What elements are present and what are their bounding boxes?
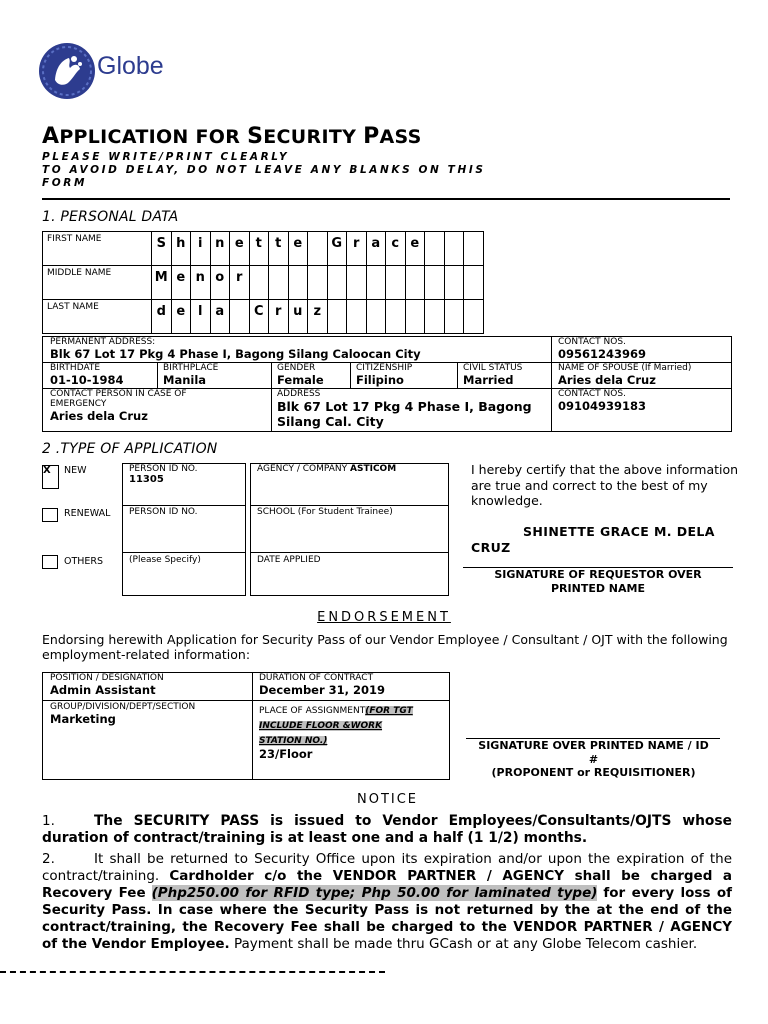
middle-name-label: MIDDLE NAME <box>43 266 152 300</box>
place-note: STATION NO.) <box>259 736 328 746</box>
name-char[interactable]: z <box>308 300 328 334</box>
birthplace-field[interactable] <box>159 362 269 388</box>
first-name-label: FIRST NAME <box>43 232 152 266</box>
name-char[interactable]: r <box>269 300 289 334</box>
renewal-checkbox[interactable] <box>42 508 58 522</box>
place-value: 23/Floor <box>259 747 313 761</box>
position-field[interactable] <box>46 672 250 698</box>
contact2-value: 09104939183 <box>558 399 647 413</box>
civil-status-field[interactable] <box>459 362 551 388</box>
place-note: INCLUDE FLOOR &WORK <box>259 721 383 731</box>
emergency-label: EMERGENCY <box>50 399 107 409</box>
citizenship-label: CITIZENSHIP <box>356 363 413 373</box>
new-checkbox[interactable] <box>42 465 59 489</box>
duration-label: DURATION OF CONTRACT <box>259 673 374 683</box>
name-char[interactable]: a <box>366 232 386 266</box>
name-char[interactable] <box>464 300 484 334</box>
name-char[interactable]: t <box>269 232 289 266</box>
name-char[interactable] <box>269 266 289 300</box>
name-char[interactable]: r <box>347 232 367 266</box>
name-char[interactable] <box>425 300 445 334</box>
name-char[interactable]: e <box>288 232 308 266</box>
new-check-mark: X <box>43 465 51 476</box>
agency-field[interactable] <box>253 463 448 475</box>
name-char[interactable] <box>464 266 484 300</box>
duration-value: December 31, 2019 <box>259 683 386 697</box>
name-char[interactable]: a <box>210 300 230 334</box>
birthdate-field[interactable] <box>46 362 156 388</box>
divider <box>271 362 272 432</box>
name-char[interactable] <box>288 266 308 300</box>
last-name-row <box>43 300 484 334</box>
spouse-label: NAME OF SPOUSE (If Married) <box>558 363 692 373</box>
notice-item-2: 2. It shall be returned to Security Office upon its expiration and/or upon the expiration of the contract/training. Cardholder c/o the VENDOR PARTNER / AGENCY shall be charged a Recovery Fee (Php250.00 for RFID type; Php 50.00 for laminated type) for every loss of Security Pass. In case where the Security Pass is not returned by the at the end of the contract/training, the Recovery Fee shall be charged to the VENDOR PARTNER / AGENCY of the Vendor Employee. Payment shall be made thru GCash or at any Globe Telecom cashier. <box>42 851 732 952</box>
civil-status-value: Married <box>463 373 514 387</box>
endorsement-heading: ENDORSEMENT <box>317 610 451 625</box>
notice-item-1: 1. The SECURITY PASS is issued to Vendor Employees/Consultants/OJTS whose duration of contract/training is at least one and a half (1 1/2) months. <box>42 813 732 846</box>
gender-label: GENDER <box>277 363 316 373</box>
others-checkbox[interactable] <box>42 555 58 569</box>
duration-field[interactable] <box>255 672 449 698</box>
name-char[interactable]: l <box>191 300 211 334</box>
position-label: POSITION / DESIGNATION <box>50 673 164 683</box>
name-char[interactable] <box>249 266 269 300</box>
name-char[interactable] <box>464 232 484 266</box>
personal-data-heading: 1. PERSONAL DATA <box>42 209 179 225</box>
last-name-label: LAST NAME <box>43 300 152 334</box>
name-char[interactable] <box>308 266 328 300</box>
contact-value: 09561243969 <box>558 347 647 361</box>
name-char[interactable] <box>347 266 367 300</box>
renewal-label: RENEWAL <box>64 508 111 519</box>
name-char[interactable]: e <box>230 232 250 266</box>
name-char[interactable]: e <box>171 300 191 334</box>
person-id-label: PERSON ID NO. <box>129 464 198 474</box>
emergency-name-value: Aries dela Cruz <box>50 409 148 423</box>
new-label: NEW <box>64 465 87 476</box>
name-char[interactable] <box>308 232 328 266</box>
renewal-person-id-field[interactable] <box>125 506 245 518</box>
divider <box>157 362 158 388</box>
name-char[interactable]: M <box>152 266 172 300</box>
divider <box>250 552 449 553</box>
permanent-address-value: Blk 67 Lot 17 Pkg 4 Phase I, Bagong Silang Caloocan City <box>50 347 421 361</box>
globe-logo-mark-icon <box>38 42 96 100</box>
permanent-address-label: PERMANENT ADDRESS: <box>50 337 156 347</box>
birthdate-label: BIRTHDATE <box>50 363 101 373</box>
name-char[interactable] <box>444 232 464 266</box>
date-applied-field[interactable] <box>253 554 448 566</box>
citizenship-value: Filipino <box>356 373 404 387</box>
emergency-contact-field[interactable] <box>46 388 270 424</box>
name-char[interactable]: S <box>152 232 172 266</box>
name-grid <box>42 231 484 334</box>
birthplace-value: Manila <box>163 373 207 387</box>
cut-line <box>0 971 385 973</box>
divider <box>350 362 351 388</box>
name-char[interactable] <box>405 266 425 300</box>
agency-box <box>250 463 449 596</box>
emergency-address-field[interactable] <box>273 388 551 430</box>
name-char[interactable]: e <box>405 232 425 266</box>
emergency-label: CONTACT PERSON IN CASE OF <box>50 389 187 399</box>
name-char[interactable] <box>386 266 406 300</box>
globe-brand-name: Globe <box>97 52 164 80</box>
requestor-printed-name: SHINETTE GRACE M. DELA CRUZ <box>471 524 715 555</box>
name-char[interactable] <box>386 300 406 334</box>
permanent-address-field[interactable] <box>46 336 546 362</box>
name-char[interactable]: o <box>210 266 230 300</box>
address-label: ADDRESS <box>277 389 321 399</box>
person-id-value: 11305 <box>129 474 164 485</box>
name-char[interactable]: G <box>327 232 347 266</box>
contact-label: CONTACT NOS. <box>558 337 626 347</box>
address-value: Blk 67 Lot 17 Pkg 4 Phase I, Bagong <box>277 399 532 414</box>
name-char[interactable] <box>444 300 464 334</box>
name-char[interactable]: u <box>288 300 308 334</box>
divider <box>551 336 552 432</box>
application-type-heading: 2 .TYPE OF APPLICATION <box>42 441 218 457</box>
spouse-field[interactable] <box>554 362 732 388</box>
name-char[interactable]: e <box>171 266 191 300</box>
name-char[interactable] <box>425 232 445 266</box>
group-field[interactable] <box>46 701 250 727</box>
name-char[interactable]: C <box>249 300 269 334</box>
endorsement-text: Endorsing herewith Application for Security Pass of our Vendor Employee / Consultant / OJT with the following employment-related information: <box>42 632 728 662</box>
citizenship-field[interactable] <box>352 362 456 388</box>
requestor-signature-caption: SIGNATURE OF REQUESTOR OVER PRINTED NAME <box>494 568 702 595</box>
contact2-field[interactable] <box>554 388 732 414</box>
date-applied-label: DATE APPLIED <box>257 555 321 565</box>
divider <box>252 672 253 780</box>
middle-name-row <box>43 266 484 300</box>
place-label: PLACE OF ASSIGNMENT <box>259 706 366 716</box>
birthdate-value: 01-10-1984 <box>50 373 124 387</box>
name-char[interactable] <box>327 266 347 300</box>
divider <box>122 552 246 553</box>
name-char[interactable]: n <box>210 232 230 266</box>
name-char[interactable] <box>230 300 250 334</box>
name-char[interactable] <box>327 300 347 334</box>
name-char[interactable] <box>366 266 386 300</box>
agency-value: ASTICOM <box>350 464 397 474</box>
spouse-value: Aries dela Cruz <box>558 373 656 387</box>
certification-text: I hereby certify that the above information are true and correct to the best of my knowledge. <box>471 462 739 508</box>
proponent-signature-caption: SIGNATURE OVER PRINTED NAME / ID # (PROPONENT or REQUISITIONER) <box>478 739 709 779</box>
school-field[interactable] <box>253 506 448 518</box>
school-label: SCHOOL (For Student Trainee) <box>257 507 393 517</box>
please-specify-label: (Please Specify) <box>129 555 201 565</box>
contact2-label: CONTACT NOS. <box>558 389 626 399</box>
civil-status-label: CIVIL STATUS <box>463 363 523 373</box>
first-name-row <box>43 232 484 266</box>
form-title: APPLICATION FOR SECURITY PASS <box>42 124 422 149</box>
agency-label: AGENCY / COMPANY ASTICOM <box>257 464 397 474</box>
position-value: Admin Assistant <box>50 683 156 697</box>
birthplace-label: BIRTHPLACE <box>163 363 219 373</box>
name-char[interactable]: h <box>171 232 191 266</box>
divider <box>457 362 458 388</box>
address-value: Silang Cal. City <box>277 414 384 429</box>
name-char[interactable]: c <box>386 232 406 266</box>
person-id-field[interactable] <box>125 463 245 486</box>
name-char[interactable] <box>366 300 386 334</box>
name-char[interactable]: r <box>230 266 250 300</box>
place-note: (FOR TGT <box>365 706 413 716</box>
gender-value: Female <box>277 373 324 387</box>
group-label: GROUP/DIVISION/DEPT/SECTION <box>50 702 196 712</box>
notice-heading: NOTICE <box>356 792 419 807</box>
others-label: OTHERS <box>64 556 104 567</box>
name-char[interactable] <box>425 266 445 300</box>
name-char[interactable]: t <box>249 232 269 266</box>
place-field[interactable] <box>255 701 449 761</box>
person-id-label: PERSON ID NO. <box>129 507 198 517</box>
name-char[interactable]: n <box>191 266 211 300</box>
name-char[interactable] <box>405 300 425 334</box>
name-char[interactable] <box>347 300 367 334</box>
gender-field[interactable] <box>273 362 349 388</box>
name-char[interactable]: d <box>152 300 172 334</box>
others-specify-field[interactable] <box>125 554 245 566</box>
group-value: Marketing <box>50 712 116 726</box>
name-char[interactable] <box>444 266 464 300</box>
title-divider <box>42 198 730 200</box>
contact-field[interactable] <box>554 336 732 362</box>
name-char[interactable]: i <box>191 232 211 266</box>
form-instructions: PLEASE WRITE/PRINT CLEARLY TO AVOID DELAY, DO NOT LEAVE ANY BLANKS ON THIS FORM <box>42 151 486 189</box>
